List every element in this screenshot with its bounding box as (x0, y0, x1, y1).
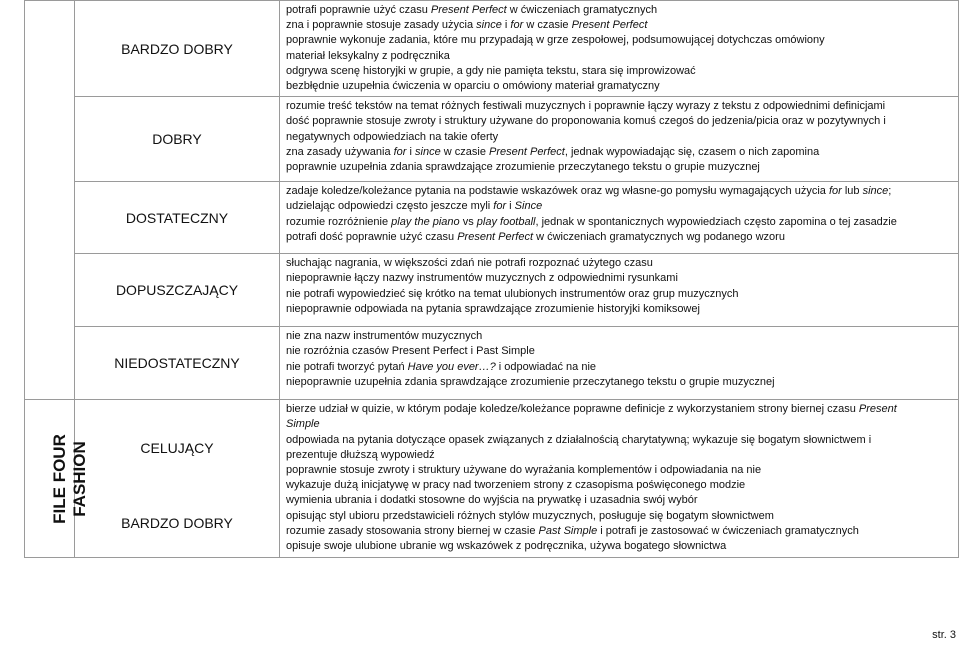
grade-label (75, 1, 280, 97)
criteria-line: opisuje swoje ulubione ubranie wg wskazówek z podręcznika, używa bogatego słownictwa (286, 540, 727, 553)
criteria-line: poprawnie uzupełnia zdania sprawdzające zrozumienie przeczytanego tekstu o grupie muzycznej (286, 161, 760, 174)
criteria-line: niepoprawnie łączy nazwy instrumentów muzycznych z odpowiednimi rysunkami (286, 272, 678, 285)
criteria-line: poprawnie stosuje zwroty i struktury używane do wyrażania komplementów i odpowiadania na nie (286, 464, 762, 477)
grade-text-top: CELUJĄCY (140, 440, 214, 457)
criteria-line: wymienia ubrania i dodatki stosowne do wyjścia na prywatkę i uzasadnia swój wybór (286, 494, 698, 507)
criteria-line: potrafi dość poprawnie użyć czasu Present Perfect w ćwiczeniach gramatycznych wg podanego wzoru (286, 230, 785, 243)
grade-text-bottom: BARDZO DOBRY (121, 515, 233, 532)
table-row (25, 327, 959, 400)
grade-text: DOSTATECZNY (125, 209, 229, 226)
side-label-empty (25, 1, 75, 400)
criteria-cell (280, 97, 959, 182)
criteria-line: negatywnych odpowiedziach na takie oferty (286, 130, 499, 143)
unit-label (25, 400, 89, 558)
criteria-line: wykazuje dużą inicjatywę w pracy nad tworzeniem strony z czasopisma poświęconego modzie (286, 479, 746, 492)
criteria-line: słuchając nagrania, w większości zdań nie potrafi rozpoznać użytego czasu (286, 257, 653, 270)
criteria-line: poprawnie wykonuje zadania, które mu przypadają w grze zespołowej, podsumowującej dotychczas omówiony (286, 34, 825, 47)
criteria-cell (280, 400, 959, 558)
grade-label (75, 400, 280, 558)
table-row (25, 97, 959, 182)
unit-title-line1: FILE FOUR (49, 433, 69, 524)
criteria-line: niepoprawnie uzupełnia zdania sprawdzające zrozumienie przeczytanego tekstu o grupie muzycznej (286, 375, 775, 388)
criteria-line: rozumie zasady stosowania strony biernej w czasie Past Simple i potrafi je zastosować w ćwiczeniach gramatycznych (286, 524, 859, 537)
criteria-line: opisując styl ubioru przedstawicieli różnych stylów muzycznych, posługuje się bogatym słownictwem (286, 509, 774, 522)
criteria-cell (280, 182, 959, 254)
grade-label (75, 182, 280, 254)
grading-table (24, 0, 959, 558)
criteria-line: nie potrafi tworzyć pytań Have you ever…? i odpowiadać na nie (286, 360, 597, 373)
grade-text: NIEDOSTATECZNY (114, 355, 240, 372)
criteria-line: odgrywa scenę historyjki w grupie, a gdy nie pamięta tekstu, stara się improwizować (286, 64, 696, 77)
criteria-line: nie zna nazw instrumentów muzycznych (286, 330, 483, 343)
table-row (25, 254, 959, 327)
criteria-line: odpowiada na pytania dotyczące opasek związanych z działalnością charytatywną; wykazuje się bogatym słownictwem i (286, 433, 872, 446)
criteria-line: materiał leksykalny z podręcznika (286, 49, 450, 62)
criteria-line: bezbłędnie uzupełnia ćwiczenia w oparciu o omówiony materiał gramatyczny (286, 80, 660, 93)
criteria-line: nie potrafi wypowiedzieć się krótko na temat ulubionych instrumentów oraz grup muzycznych (286, 287, 739, 300)
grade-text: DOBRY (152, 131, 202, 148)
criteria-line: rozumie rozróżnienie play the piano vs play football, jednak w spontanicznych wypowiedziach często zapomina o tej zasadzie (286, 215, 897, 228)
criteria-line: bierze udział w quizie, w którym podaje koledze/koleżance poprawne definicje z wykorzystaniem strony biernej czasu Present (286, 403, 897, 416)
table-row (25, 400, 959, 558)
grade-text: DOPUSZCZAJĄCY (115, 282, 239, 299)
criteria-line: prezentuje dłuższą wypowiedź (286, 448, 435, 461)
criteria-line: potrafi poprawnie użyć czasu Present Perfect w ćwiczeniach gramatycznych (286, 4, 658, 16)
criteria-line: zadaje koledze/koleżance pytania na podstawie wskazówek oraz wg własne-go pomysłu wymagających użycia for lub since; (286, 185, 892, 198)
criteria-line: niepoprawnie odpowiada na pytania sprawdzające zrozumienie historyjki komiksowej (286, 302, 700, 315)
page-number: str. 3 (932, 629, 956, 641)
criteria-line: nie rozróżnia czasów Present Perfect i Past Simple (286, 345, 535, 358)
criteria-line: zna zasady używania for i since w czasie Present Perfect, jednak wypowiadając się, czasem o nich zapomina (286, 145, 820, 158)
criteria-cell (280, 1, 959, 97)
criteria-line: zna i poprawnie stosuje zasady użycia since i for w czasie Present Perfect (286, 19, 648, 32)
criteria-line: Simple (286, 418, 320, 431)
grade-label (75, 254, 280, 327)
grade-label (75, 97, 280, 182)
unit-title (50, 434, 90, 524)
table-row (25, 182, 959, 254)
grade-text: BARDZO DOBRY (121, 40, 233, 57)
criteria-line: rozumie treść tekstów na temat różnych festiwali muzycznych i poprawnie łączy wyrazy z tekstu z odpowiednimi definicjami (286, 100, 886, 113)
criteria-line: dość poprawnie stosuje zwroty i struktury używane do proponowania komuś czegoś do jedzenia/picia oraz w pozytywnych i (286, 115, 886, 128)
criteria-cell (280, 254, 959, 327)
criteria-cell (280, 327, 959, 400)
table-row (25, 1, 959, 97)
unit-title-line2: FASHION (69, 440, 89, 517)
grade-label (75, 327, 280, 400)
criteria-line: udzielając odpowiedzi często jeszcze myli for i Since (286, 200, 543, 213)
